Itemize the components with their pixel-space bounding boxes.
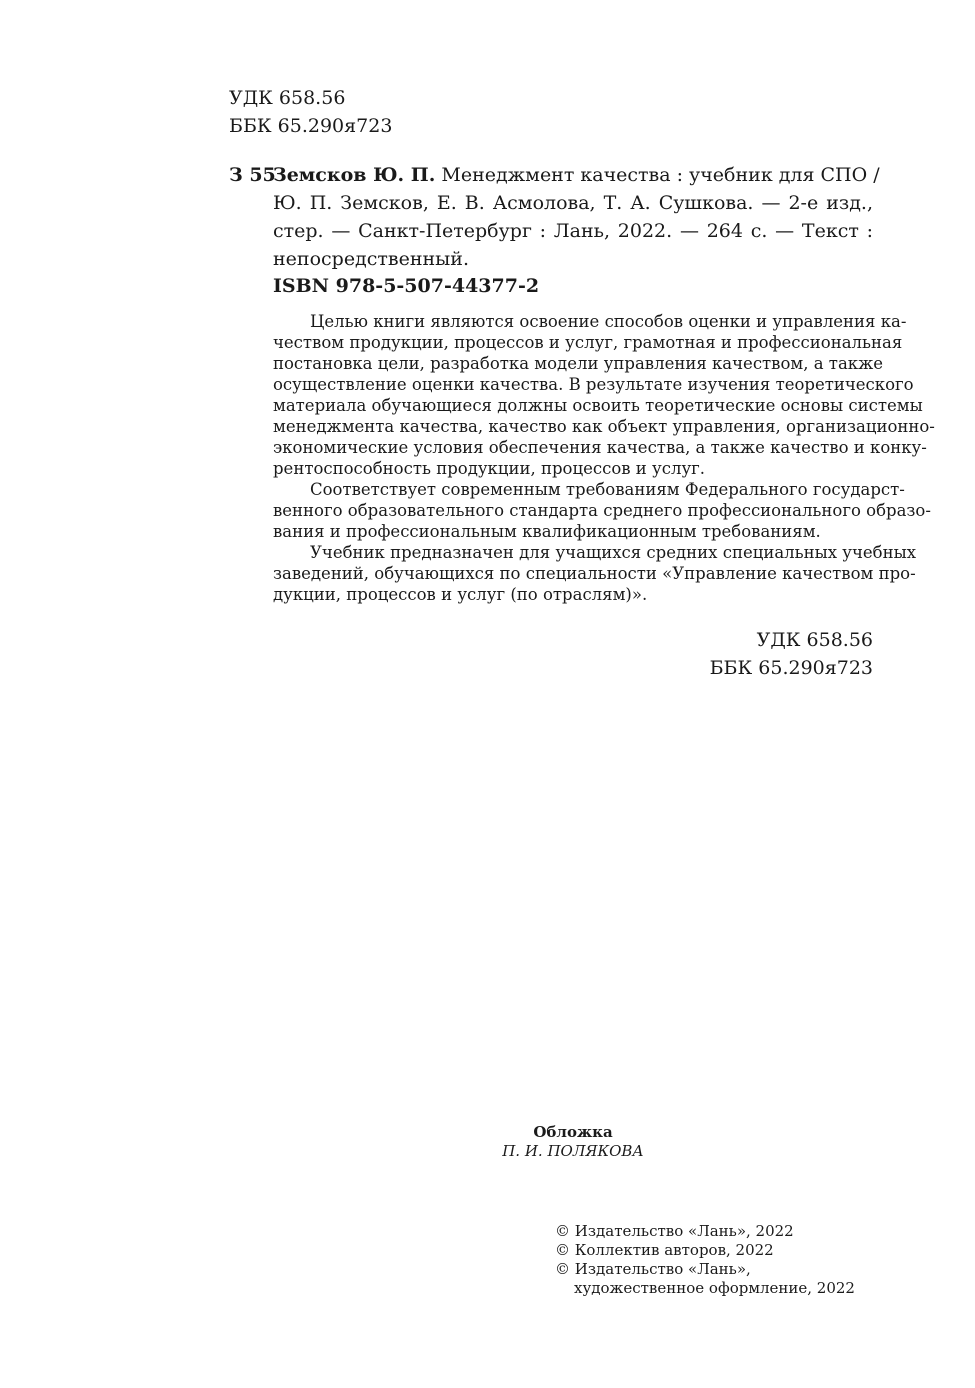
- classification-top: [229, 84, 392, 140]
- copyright-block: [555, 1222, 855, 1298]
- annotation-paragraph-2: [273, 479, 931, 542]
- bib-line-4: непосредственный.: [273, 248, 470, 270]
- text-line: чеством продукции, процессов и услуг, грамотная и профессиональная: [273, 333, 903, 352]
- bib-line-3: стер. — Санкт-Петербург : Лань, 2022. — 264 с. — Текст :: [273, 220, 873, 242]
- bbk-code: ББК 65.290я723: [229, 115, 393, 137]
- text-line: экономические условия обеспечения качества, а также качество и конку-: [273, 438, 927, 457]
- cover-designer: П. И. ПОЛЯКОВА: [502, 1142, 644, 1160]
- bib-line-2: Ю. П. Земсков, Е. В. Асмолова, Т. А. Сушкова. — 2-е изд.,: [273, 192, 873, 214]
- author-mark: З 55: [229, 164, 276, 186]
- text-line: Целью книги являются освоение способов оценки и управления ка-: [310, 312, 907, 331]
- copyright-line: © Издательство «Лань»,: [555, 1260, 751, 1278]
- annotation-paragraph-3: [273, 542, 917, 605]
- text-line: постановка цели, разработка модели управления качеством, а также: [273, 354, 884, 373]
- udk-code: УДК 658.56: [229, 87, 346, 109]
- annotation-paragraph-1: [273, 311, 935, 479]
- udk-code: УДК 658.56: [756, 629, 873, 651]
- bib-line-1: [273, 161, 880, 189]
- copyright-line: © Коллектив авторов, 2022: [555, 1241, 774, 1259]
- text-line: Соответствует современным требованиям Федерального государст-: [310, 480, 905, 499]
- cover-label: Обложка: [533, 1123, 613, 1141]
- bbk-code: ББК 65.290я723: [709, 657, 873, 679]
- cover-credit: [0, 1123, 975, 1161]
- classification-bottom: [710, 626, 873, 682]
- text-line: осуществление оценки качества. В результате изучения теоретического: [273, 375, 914, 394]
- copyright-line: художественное оформление, 2022: [574, 1279, 855, 1297]
- text-line: менеджмента качества, качество как объект управления, организационно-: [273, 417, 935, 436]
- text-line: материала обучающиеся должны освоить теоретические основы системы: [273, 396, 923, 415]
- annotation: [273, 311, 935, 605]
- copyright-line: © Издательство «Лань», 2022: [555, 1222, 794, 1240]
- text-line: Учебник предназначен для учащихся средних специальных учебных: [310, 543, 917, 562]
- text-line: вания и профессиональным квалификационным требованиям.: [273, 522, 821, 541]
- bibliographic-description: [273, 161, 880, 273]
- text-line: заведений, обучающихся по специальности «Управление качеством про-: [273, 564, 916, 583]
- isbn: ISBN 978-5-507-44377-2: [273, 275, 540, 297]
- text-line: рентоспособность продукции, процессов и услуг.: [273, 459, 706, 478]
- text-line: венного образовательного стандарта среднего профессионального образо-: [273, 501, 931, 520]
- book-title: Менеджмент качества : учебник для СПО /: [441, 164, 880, 186]
- text-line: дукции, процессов и услуг (по отраслям)».: [273, 585, 648, 604]
- author-name: Земсков Ю. П.: [273, 164, 436, 186]
